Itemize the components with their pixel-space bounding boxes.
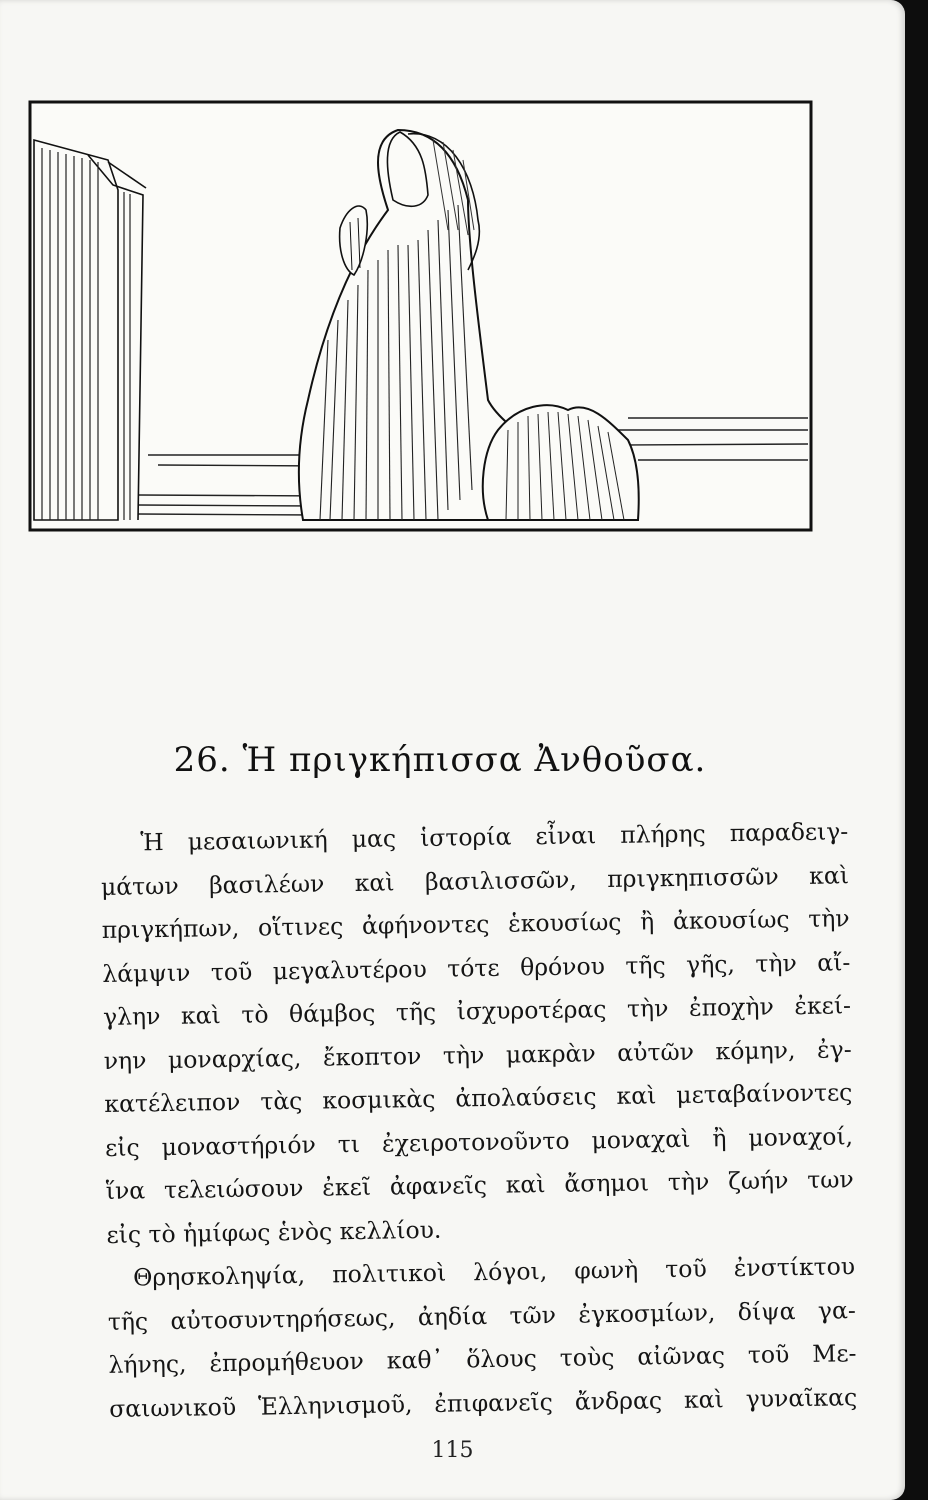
paragraph-2 [107, 1245, 858, 1431]
text-line: σαιωνικοῦ Ἑλληνισμοῦ, ἐπιφανεῖς ἄνδρας καὶ γυναῖκας [108, 1382, 858, 1423]
paragraph-1 [100, 810, 855, 1257]
text-line: εἰς τὸ ἡμίφως ἑνὸς κελλίου. [106, 1215, 442, 1249]
body-text [100, 810, 857, 1431]
text-line: μάτων βασιλέων καὶ βασιλισσῶν, πριγκηπισσῶν καὶ [100, 860, 850, 901]
text-line: πριγκήπων, οἵτινες ἀφήνοντες ἑκουσίως ἢ ἀκουσίως τὴν [101, 904, 850, 944]
text-line: γλην καὶ τὸ θάμβος τῆς ἰσχυροτέρας τὴν ἐποχὴν ἐκεί- [102, 991, 852, 1031]
chapter-heading: 26. Ἡ πριγκήπισσα Ἀνθοῦσα. [173, 740, 707, 780]
page-number: 115 [431, 1438, 474, 1463]
text-line: λάμψιν τοῦ μεγαλυτέρου τότε θρόνου τῆς γῆς, τὴν αἴ- [102, 947, 851, 988]
text-line: τῆς αὐτοσυντηρήσεως, ἀηδία τῶν ἐγκοσμίων, δίψα γα- [107, 1295, 856, 1336]
text-line: Θρησκοληψία, πολιτικοὶ λόγοι, φωνὴ τοῦ ἐνστίκτου [132, 1252, 856, 1292]
text-line: ἵνα τελειώσουν ἐκεῖ ἀφανεῖς καὶ ἄσημοι τὴν ζωήν των [105, 1165, 854, 1205]
engraving [28, 100, 813, 532]
text-line: λήνης, ἐπρομήθευον καθ᾽ ὅλους τοὺς αἰῶνας τοῦ Με- [108, 1339, 857, 1379]
text-line: Ἡ μεσαιωνική μας ἱστορία εἶναι πλήρης παραδειγ- [140, 817, 849, 857]
text-line: κατέλειπον τὰς κοσμικὰς ἀπολαύσεις καὶ μεταβαίνοντες [104, 1078, 853, 1118]
illustration-kneeling-princess [28, 100, 813, 532]
text-line: εἰς μοναστήριόν τι ἐχειροτονοῦντο μοναχαὶ ἢ μοναχοί, [104, 1121, 854, 1162]
text-line: νην μοναρχίας, ἔκοπτον τὴν μακρὰν αὐτῶν κόμην, ἐγ- [103, 1034, 852, 1075]
